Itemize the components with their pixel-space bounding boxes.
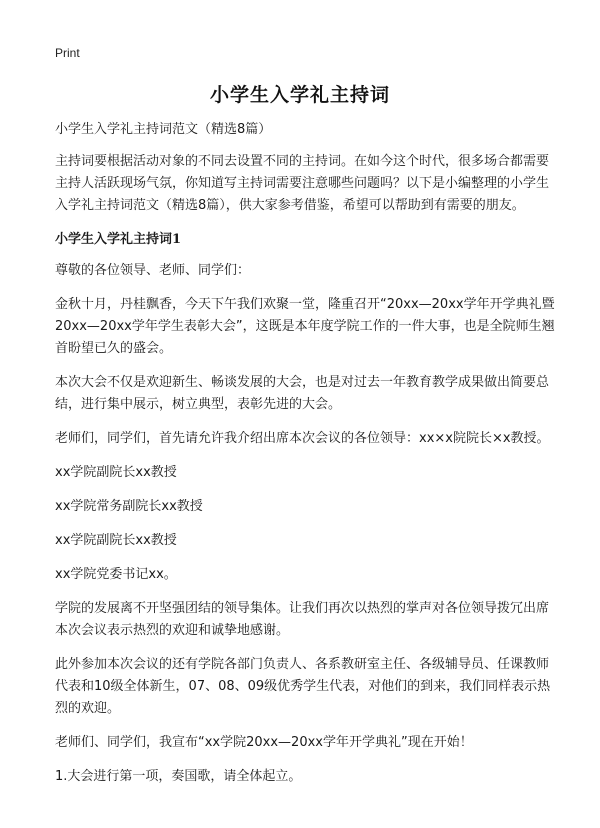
article-subtitle: 小学生入学礼主持词范文（精选8篇）: [55, 122, 272, 137]
leader-line: xx学院副院长xx教授: [55, 465, 177, 480]
body-paragraph: 金秋十月，丹桂飘香，今天下午我们欢聚一堂，隆重召开“20xx—20xx学年开学典礼暨20xx—20xx学年学生表彰大会”，这既是本年度学院工作的一件大事，也是全院师生翘首盼望已久的盛会。: [55, 297, 555, 356]
leader-line: xx学院常务副院长xx教授: [55, 499, 203, 514]
leader-line: xx学院党委书记xx。: [55, 567, 177, 582]
greeting-paragraph: 尊敬的各位领导、老师、同学们：: [55, 263, 251, 278]
body-paragraph: 本次大会不仅是欢迎新生、畅谈发展的大会，也是对过去一年教育教学成果做出简要总结，进行集中展示，树立典型，表彰先进的大会。: [55, 375, 550, 412]
body-paragraph: 老师们，同学们，首先请允许我介绍出席本次会议的各位领导：xx×x院院长×x教授。: [55, 431, 550, 446]
leader-line: xx学院副院长xx教授: [55, 533, 177, 548]
intro-paragraph: 主持词要根据活动对象的不同去设置不同的主持词。在如今这个时代，很多场合都需要主持人活跃现场气氛，你知道写主持词需要注意哪些问题吗？以下是小编整理的小学生入学礼主持词范文（精选8篇），供大家参考借鉴，希望可以帮助到有需要的朋友。: [55, 154, 550, 213]
section-heading: 小学生入学礼主持词1: [55, 232, 182, 247]
page-title: 小学生入学礼主持词: [209, 84, 390, 106]
body-paragraph: 此外参加本次会议的还有学院各部门负责人、各系教研室主任、各级辅导员、任课教师代表和10级全体新生，07、08、09级优秀学生代表，对他们的到来，我们同样表示热烈的欢迎。: [55, 657, 551, 716]
body-paragraph: 1.大会进行第一项，奏国歌，请全体起立。: [55, 769, 302, 784]
body-paragraph: 学院的发展离不开坚强团结的领导集体。让我们再次以热烈的掌声对各位领导拨冗出席本次会议表示热烈的欢迎和诚挚地感谢。: [55, 601, 550, 638]
body-paragraph: 老师们、同学们，我宣布“xx学院20xx—20xx学年开学典礼”现在开始！: [55, 735, 473, 750]
article-body: [55, 119, 555, 800]
print-link[interactable]: Print: [55, 46, 80, 60]
